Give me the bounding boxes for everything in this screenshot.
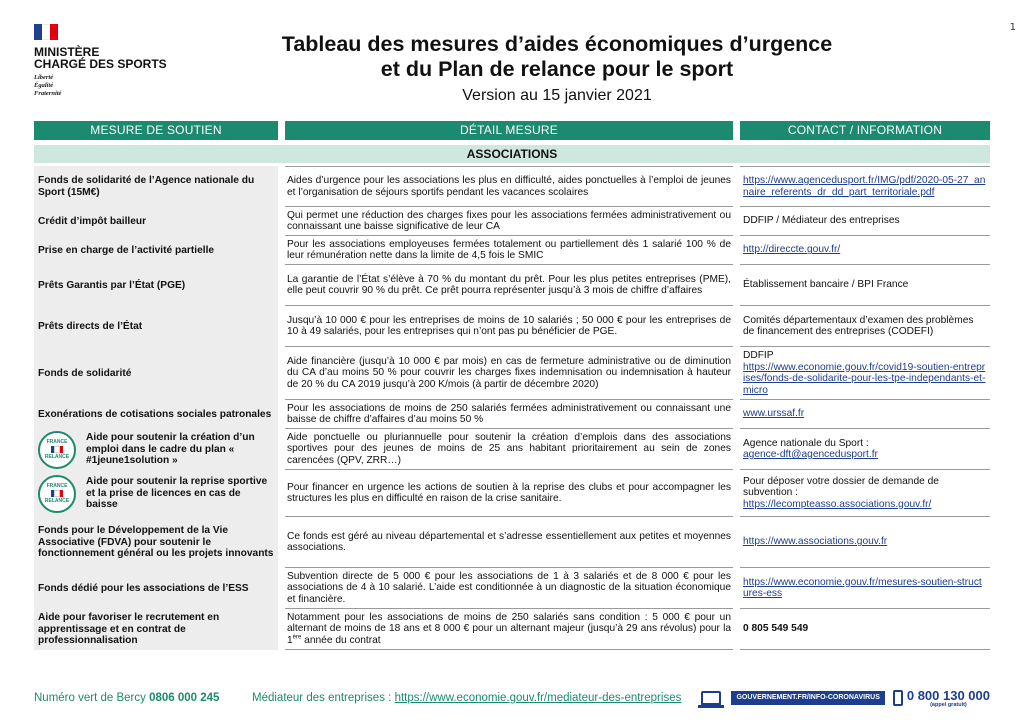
contact-link[interactable]: https://www.associations.gouv.fr xyxy=(743,536,888,548)
detail-cell: Aides d’urgence pour les associations les plus en difficulté, aides ponctuelles à l’emploi de jeunes et l’organisation de séjours sportifs pendant les vacances scolaires xyxy=(285,166,733,207)
footer xyxy=(34,686,990,710)
table-row xyxy=(34,166,990,207)
table-row xyxy=(34,236,990,265)
motto-liberte: Liberté xyxy=(34,74,54,81)
detail-cell: Pour financer en urgence les actions de soutien à la reprise des clubs et pour accompagner les structures les plus en difficulté en raison de la crise sanitaire. xyxy=(285,470,733,517)
table-row xyxy=(34,265,990,306)
detail-superscript: ère xyxy=(292,634,302,641)
contact-cell xyxy=(740,568,990,609)
measure-text: Aide pour soutenir la reprise sportive et la prise de licences en cas de baisse xyxy=(86,476,268,511)
measure-cell: Fonds dédié pour les associations de l’ESS xyxy=(34,568,278,609)
table-row xyxy=(34,306,990,347)
contact-link[interactable]: http://direccte.gouv.fr/ xyxy=(743,244,841,256)
detail-cell: Subvention directe de 5 000 € pour les associations de 1 à 3 salariés et de 8 000 € pour les associations de 4 à 10 salarié. L’aide est conditionnée à un diagnostic de la situation économique et financière. xyxy=(285,568,733,609)
contact-text: DDFIP xyxy=(743,350,774,361)
detail-cell: Aide financière (jusqu’à 10 000 € par mois) en cas de fermeture administrative ou de diminution du CA d’au moins 50 % pour couvrir les charges fixes indemnisation ou indemnisation à hauteur de 20 % du CA 2019 jusqu’à 200 K/mois (à partir de décembre 2020) xyxy=(285,347,733,400)
title-line1: Tableau des mesures d’aides économiques d’urgence xyxy=(281,32,833,56)
phone-icon xyxy=(893,690,903,706)
contact-text: Agence nationale du Sport : xyxy=(743,437,869,449)
contact-email-link[interactable]: agence-dft@agencedusport.fr xyxy=(743,449,878,460)
measure-cell xyxy=(34,429,278,470)
ministry-name-line2: CHARGÉ DES SPORTS xyxy=(34,57,167,71)
contact-text: Pour déposer votre dossier de demande de subvention : xyxy=(743,475,939,499)
table-row xyxy=(34,347,990,400)
measure-cell: Fonds pour le Développement de la Vie Associative (FDVA) pour soutenir le fonctionnement général ou les projets innovants xyxy=(34,517,278,568)
free-call-note: (appel gratuit) xyxy=(930,701,967,708)
contact-cell xyxy=(740,429,990,470)
detail-cell: Qui permet une réduction des charges fixes pour les associations fermées administrativement ou connaissant une baisse significative de leur CA xyxy=(285,207,733,236)
mediator-link[interactable]: https://www.economie.gouv.fr/mediateur-des-entreprises xyxy=(394,692,682,704)
header-contact: CONTACT / INFORMATION xyxy=(740,121,990,140)
detail-cell: Pour les associations de moins de 250 salariés fermées administrativement ou connaissant une baisse de chiffre d’affaires d’au moins 50 % xyxy=(285,400,733,429)
coronavirus-info xyxy=(701,688,990,708)
measure-cell: Prise en charge de l’activité partielle xyxy=(34,236,278,265)
detail-cell: Ce fonds est géré au niveau départemental et s’adresse essentiellement aux petites et moyennes associations. xyxy=(285,517,733,568)
measures-table xyxy=(34,166,990,650)
contact-link[interactable]: https://www.agencedusport.fr/IMG/pdf/2020-05-27_annaire_referents_dr_dd_part_territoriale.pdf xyxy=(743,175,986,198)
version-label: Version au 15 janvier 2021 xyxy=(462,87,652,104)
measure-cell xyxy=(34,470,278,517)
detail-cell: Pour les associations employeuses fermées totalement ou partiellement dès 1 salarié 100 % de leur rémunération nette dans la limite de 4,5 fois le SMIC xyxy=(285,236,733,265)
ministry-logo xyxy=(34,24,204,98)
motto-egalite: Égalité xyxy=(34,82,54,89)
gov-info-link[interactable]: GOUVERNEMENT.FR/INFO-CORONAVIRUS xyxy=(731,691,884,705)
measure-cell: Exonérations de cotisations sociales patronales xyxy=(34,400,278,429)
green-number: 0806 000 245 xyxy=(149,692,220,704)
green-number-label: Numéro vert de Bercy 0806 000 245 xyxy=(34,692,220,704)
table-row xyxy=(34,609,990,650)
measure-cell: Prêts Garantis par l’État (PGE) xyxy=(34,265,278,306)
detail-cell: Aide ponctuelle ou pluriannuelle pour soutenir la création d’emplois dans des associations sportives pour des jeunes de moins de 25 ans habitant prioritairement au sein de zones carencées (QPV, ZRR…) xyxy=(285,429,733,470)
contact-cell xyxy=(740,166,990,207)
measure-cell: Crédit d’impôt bailleur xyxy=(34,207,278,236)
table-row xyxy=(34,470,990,517)
ministry-name-line1: MINISTÈRE xyxy=(34,45,100,59)
measure-cell: Prêts directs de l’État xyxy=(34,306,278,347)
france-relance-badge-icon: FRANCE RELANCE xyxy=(38,475,76,513)
contact-cell xyxy=(740,517,990,568)
contact-link[interactable]: https://lecompteasso.associations.gouv.fr/ xyxy=(743,498,932,510)
detail-cell: La garantie de l’État s’élève à 70 % du montant du prêt. Pour les plus petites entreprises (PME), elle peut couvrir 90 % du prêt. Ce prêt pourra représenter jusqu’à 3 mois de chiffre d’affaires xyxy=(285,265,733,306)
contact-cell xyxy=(740,236,990,265)
contact-cell: Établissement bancaire / BPI France xyxy=(740,265,990,306)
laptop-icon xyxy=(701,691,721,705)
table-row xyxy=(34,517,990,568)
document-title xyxy=(240,32,874,106)
measure-cell: Aide pour favoriser le recrutement en apprentissage et en contrat de professionnalisation xyxy=(34,609,278,650)
france-relance-badge-icon: FRANCE RELANCE xyxy=(38,431,76,469)
detail-text: Notamment pour les associations de moins de 250 salariés sans condition : 5 000 € pour un alternant de moins de 18 ans et 8 000 € pour un alternant majeur (jusqu’à 29 ans révolus) pour la 1 xyxy=(287,611,731,646)
measure-cell: Fonds de solidarité xyxy=(34,347,278,400)
detail-cell xyxy=(285,609,733,650)
title-line2: et du Plan de relance pour le sport xyxy=(380,57,734,81)
french-flag-icon xyxy=(34,24,58,40)
contact-cell: DDFIP / Médiateur des entreprises xyxy=(740,207,990,236)
contact-cell xyxy=(740,470,990,517)
section-associations: ASSOCIATIONS xyxy=(34,145,990,163)
header-measure: MESURE DE SOUTIEN xyxy=(34,121,278,140)
header-detail: DÉTAIL MESURE xyxy=(285,121,733,140)
free-phone-number: 0 800 130 000 (appel gratuit) xyxy=(906,687,990,708)
contact-link[interactable]: https://www.economie.gouv.fr/covid19-soutien-entreprises/fonds-de-solidarite-pour-les-tpe-independants-et-micro xyxy=(743,361,986,396)
table-row xyxy=(34,400,990,429)
table-row xyxy=(34,207,990,236)
motto-fraternite: Fraternité xyxy=(34,90,62,97)
table-row xyxy=(34,568,990,609)
contact-cell: Comités départementaux d’examen des problèmes de financement des entreprises (CODEFI) xyxy=(740,306,990,347)
mediator-info: Médiateur des entreprises : https://www.economie.gouv.fr/mediateur-des-entreprises xyxy=(252,692,682,704)
detail-cell: Jusqu’à 10 000 € pour les entreprises de moins de 10 salariés ; 50 000 € pour les entreprises de 10 à 49 salariés, pour les entreprises qui n’ont pas pu bénéficier de PGE. xyxy=(285,306,733,347)
table-row xyxy=(34,429,990,470)
contact-phone: 0 805 549 549 xyxy=(740,609,990,650)
contact-link[interactable]: https://www.economie.gouv.fr/mesures-soutien-structures-ess xyxy=(743,576,982,599)
contact-cell xyxy=(740,400,990,429)
detail-text-end: année du contrat xyxy=(301,634,381,646)
contact-link[interactable]: www.urssaf.fr xyxy=(743,408,805,420)
page-number: 1 xyxy=(1009,22,1016,33)
measure-cell: Fonds de solidarité de l’Agence nationale du Sport (15M€) xyxy=(34,166,278,207)
contact-cell xyxy=(740,347,990,400)
measure-text: Aide pour soutenir la création d’un emploi dans le cadre du plan « #1jeune1solution » xyxy=(86,432,255,467)
